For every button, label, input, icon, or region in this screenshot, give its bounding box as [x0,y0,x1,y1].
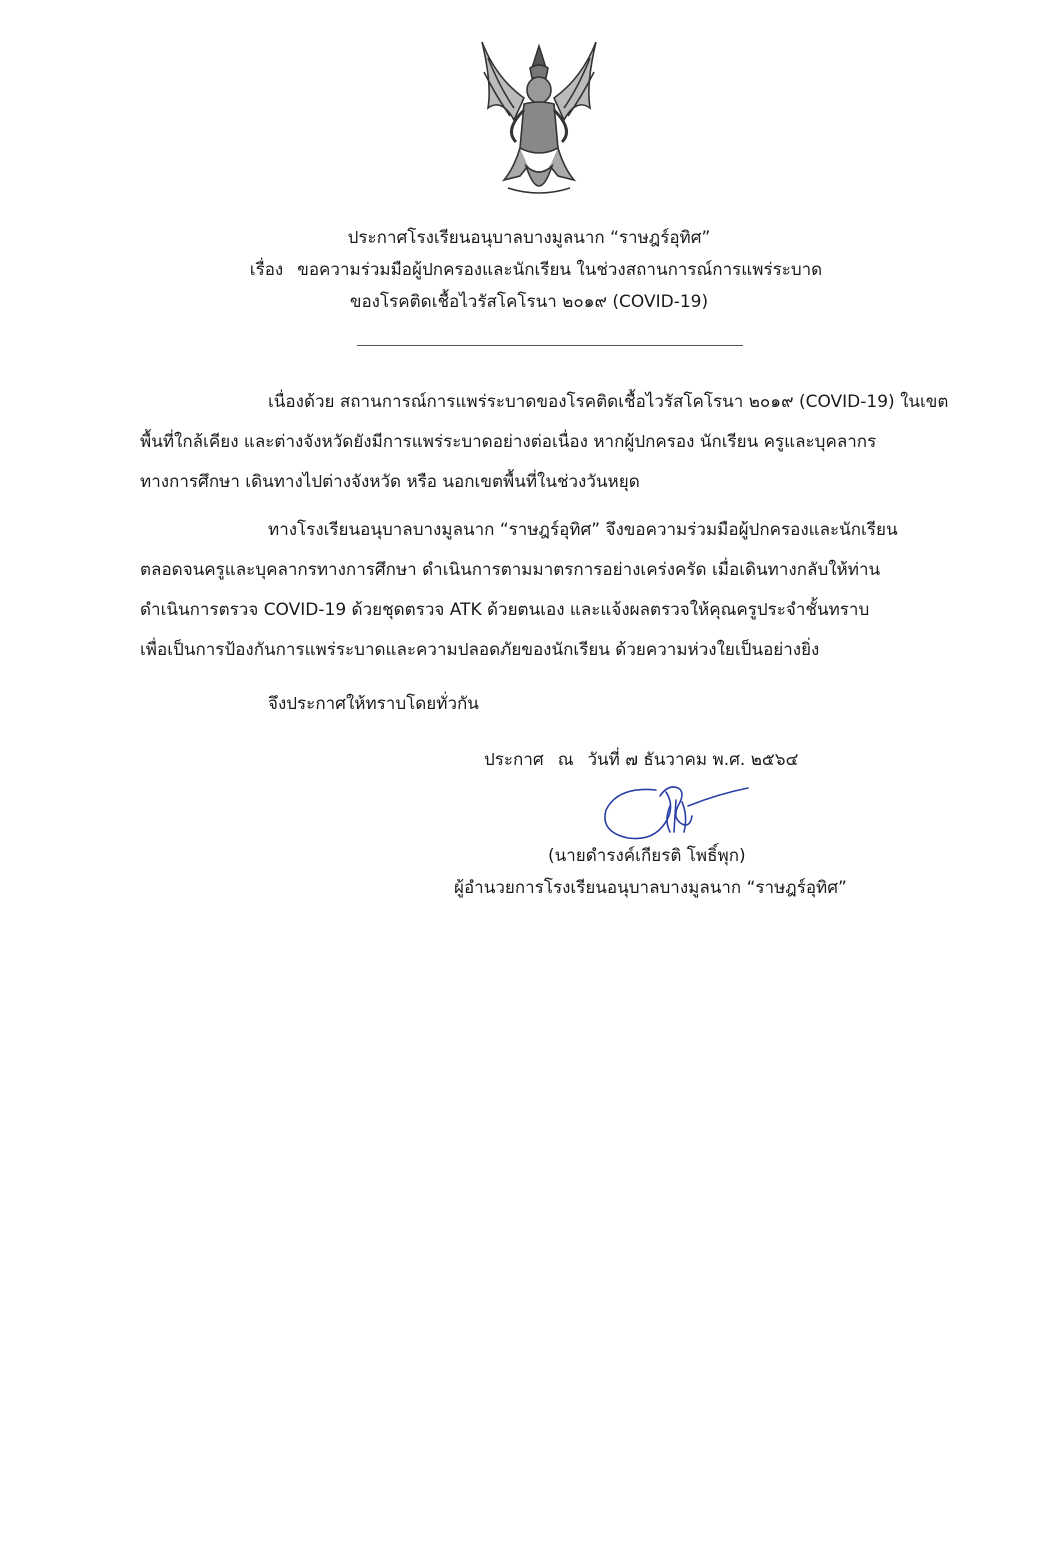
subject-continuation: ของโรคติดเชื้อไวรัสโคโรนา ๒๐๑๙ (COVID-19) [349,292,709,312]
garuda-emblem-icon [474,38,604,208]
paragraph-2-line: ทางโรงเรียนอนุบาลบางมูลนาก “ราษฎร์อุทิศ” จึงขอความร่วมมือผู้ปกครองและนักเรียน [268,520,898,540]
announcement-heading [0,222,1058,318]
paragraph-1 [140,382,949,502]
paragraph-1-line: เนื่องด้วย สถานการณ์การแพร่ระบาดของโรคติดเชื้อไวรัสโคโรนา ๒๐๑๙ (COVID-19) ในเขต [268,392,949,412]
dateline-at: ณ [557,750,574,770]
subject-label: เรื่อง [249,260,284,280]
announcement-title: ประกาศโรงเรียนอนุบาลบางมูลนาก “ราษฎร์อุทิศ” [347,228,711,248]
dateline-date: วันที่ ๗ ธันวาคม พ.ศ. ๒๕๖๔ [587,750,799,770]
paragraph-2-line: ดำเนินการตรวจ COVID-19 ด้วยชุดตรวจ ATK ด้วยตนเอง และแจ้งผลตรวจให้คุณครูประจำชั้นทราบ [140,600,870,620]
paragraph-1-line: ทางการศึกษา เดินทางไปต่างจังหวัด หรือ นอกเขตพื้นที่ในช่วงวันหยุด [140,472,640,492]
dateline-label: ประกาศ [484,750,544,770]
paragraph-2-line: ตลอดจนครูและบุคลากรทางการศึกษา ดำเนินการตามมาตรการอย่างเคร่งครัด เมื่อเดินทางกลับให้ท่าน [140,560,881,580]
announcement-dateline [484,744,798,776]
subject-line [0,254,1058,286]
handwritten-signature [598,776,758,846]
paragraph-2-line: เพื่อเป็นการป้องกันการแพร่ระบาดและความปลอดภัยของนักเรียน ด้วยความห่วงใยเป็นอย่างยิ่ง [140,640,820,660]
heading-divider [357,345,743,346]
paragraph-2 [140,510,920,670]
closing-statement: จึงประกาศให้ทราบโดยทั่วกัน [268,694,479,714]
signer-title: ผู้อำนวยการโรงเรียนอนุบาลบางมูลนาก “ราษฎร์อุทิศ” [454,878,847,898]
paragraph-1-line: พื้นที่ใกล้เคียง และต่างจังหวัดยังมีการแพร่ระบาดอย่างต่อเนื่อง หากผู้ปกครอง นักเรียน ครูและบุคลากร [140,432,877,452]
subject-text: ขอความร่วมมือผู้ปกครองและนักเรียน ในช่วงสถานการณ์การแพร่ระบาด [297,260,823,280]
signer-name: (นายดำรงค์เกียรติ โพธิ์พุก) [548,846,746,866]
